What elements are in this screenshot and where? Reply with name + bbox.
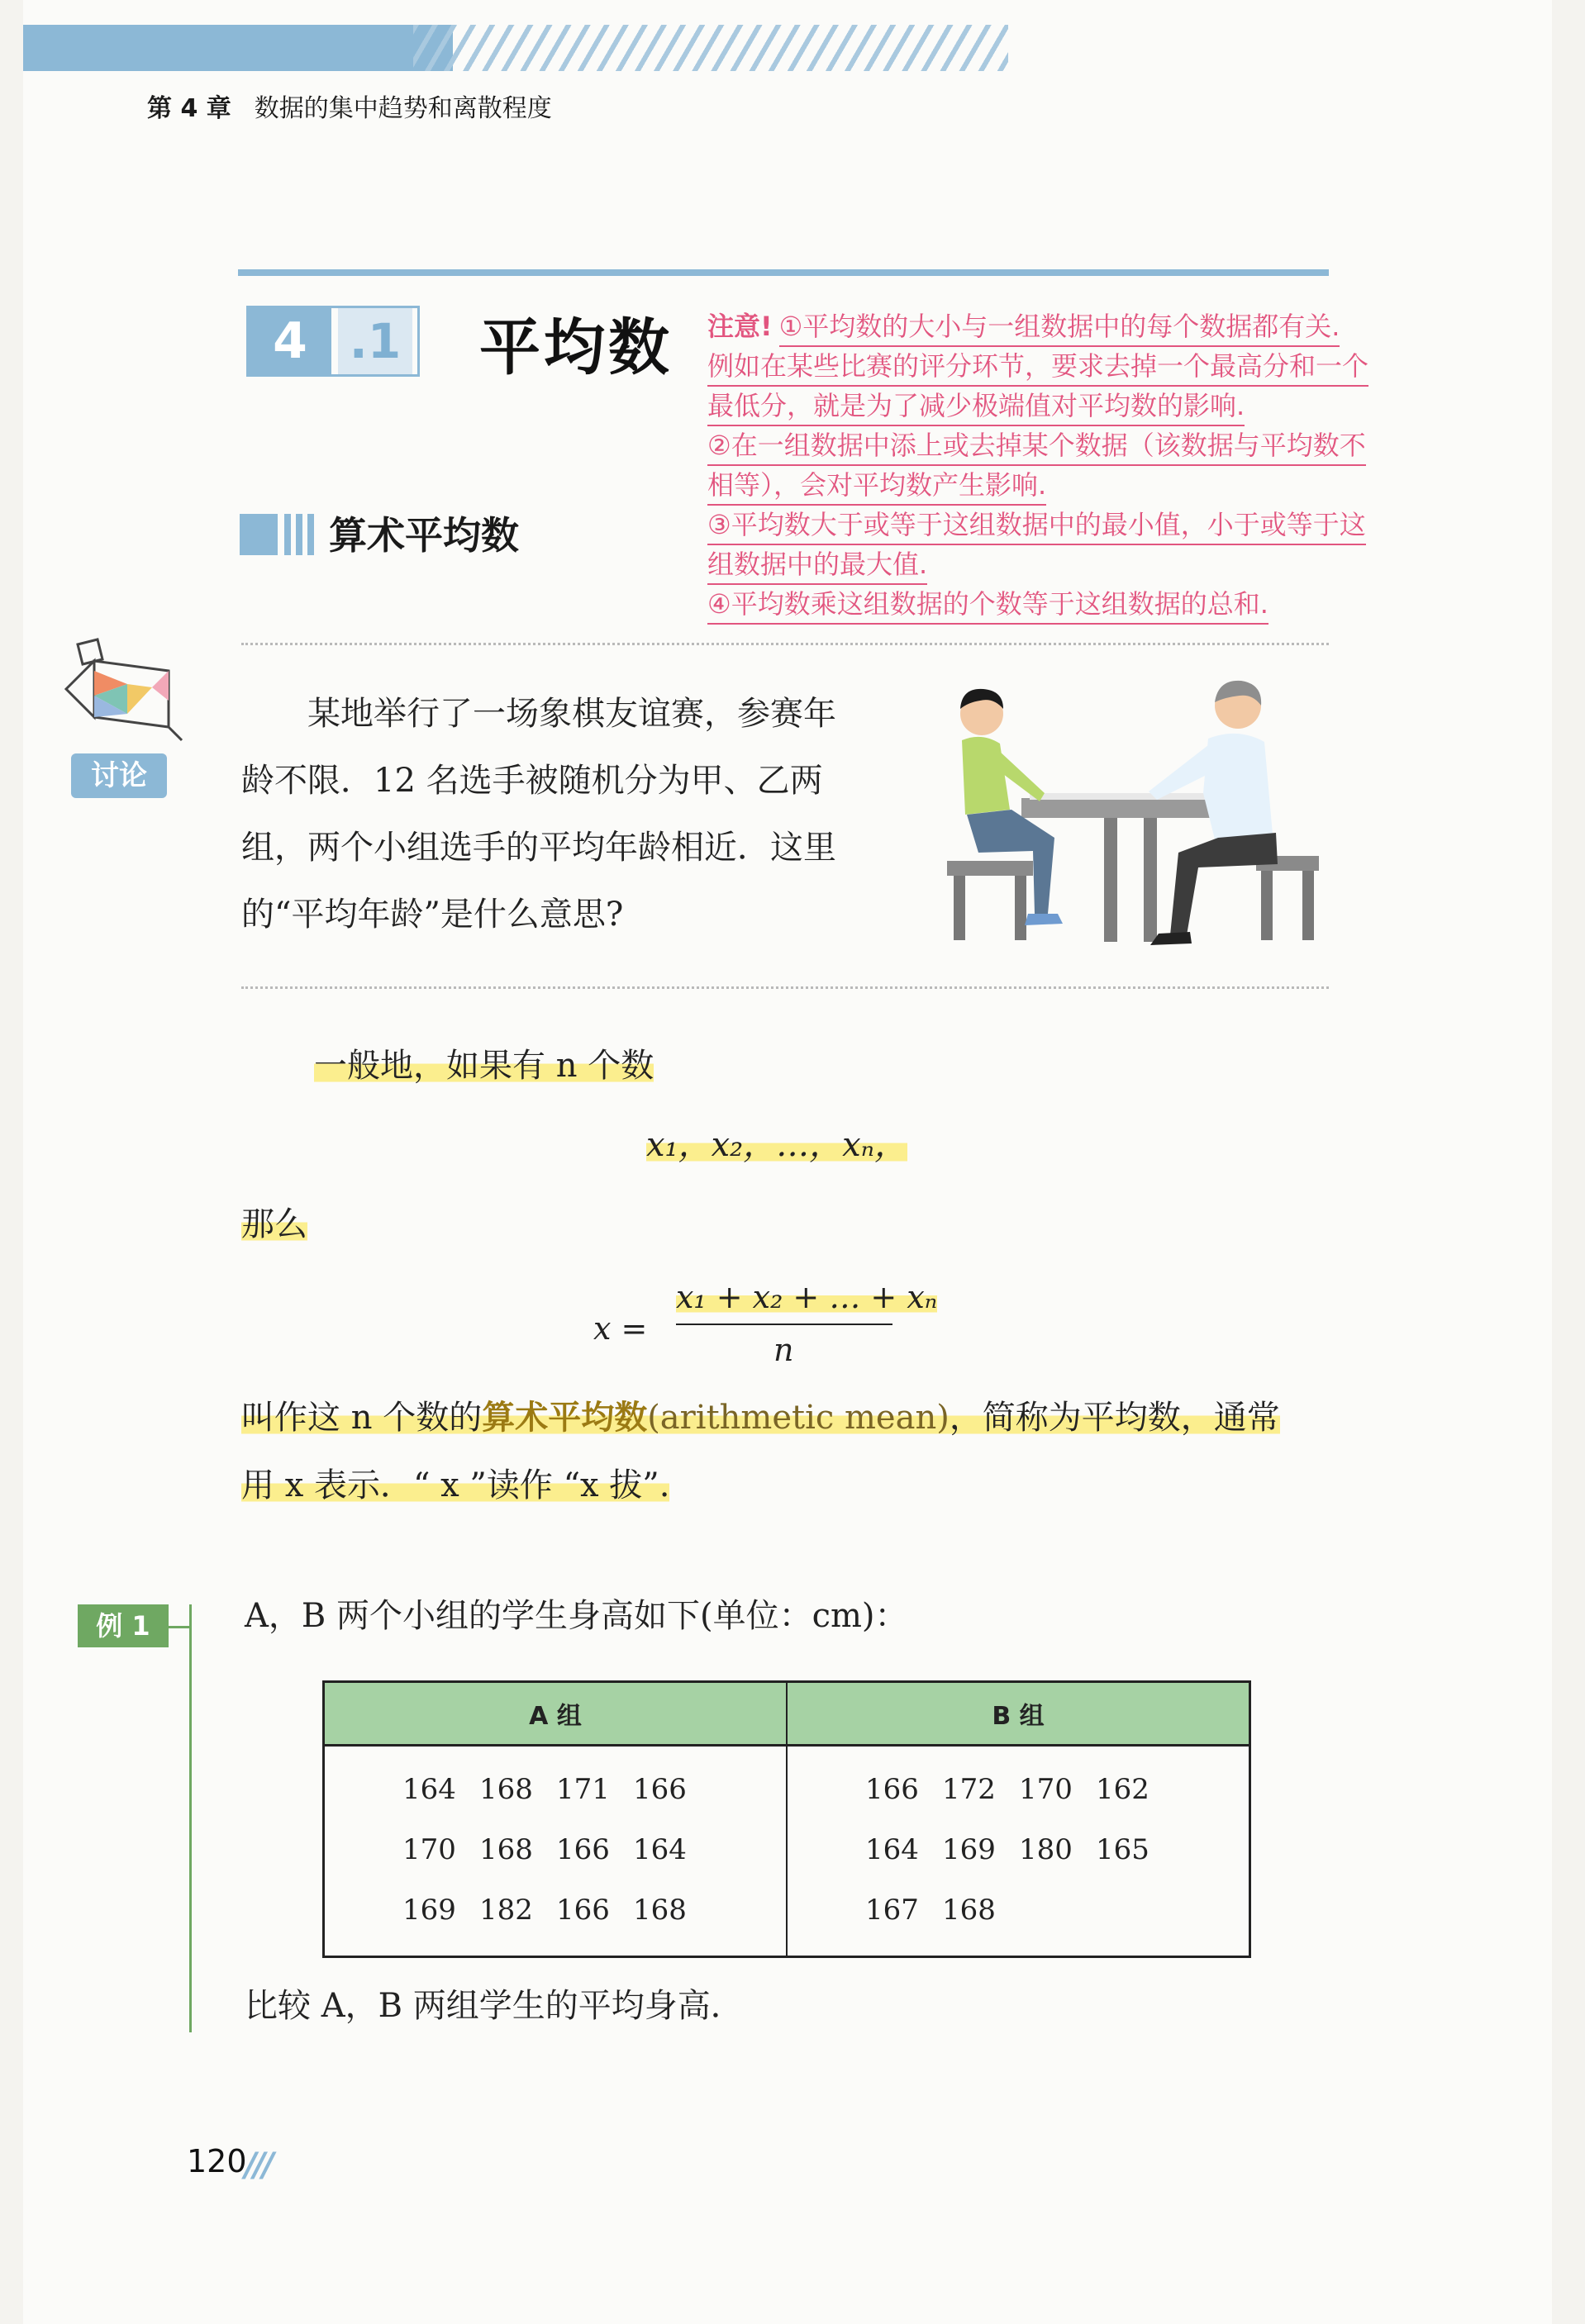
discussion-tag: 讨论	[71, 753, 167, 798]
table-row	[788, 1880, 1249, 1941]
table-row	[788, 1820, 1249, 1880]
group-b-cell	[787, 1746, 1250, 1957]
value: 169	[402, 1894, 456, 1927]
body-line-then-text: 那么	[241, 1205, 307, 1243]
chapter-number: 第 4 章	[147, 94, 231, 123]
subsection-title: 算术平均数	[329, 513, 519, 558]
value: 165	[1096, 1833, 1149, 1866]
definition-c: 用 x 表示．“ x ”读作 “x 拔”.	[241, 1466, 670, 1504]
example-tag: 例 1	[78, 1604, 169, 1647]
tangram-icon	[61, 638, 185, 745]
definition-b: ，简称为平均数，通常	[949, 1399, 1280, 1437]
value: 168	[633, 1894, 687, 1927]
section-rule	[238, 269, 1329, 276]
discussion-line: 龄不限．12 名选手被随机分为甲、乙两	[241, 762, 823, 800]
note-line: ③平均数大于或等于这组数据中的最小值，小于或等于这	[707, 506, 1366, 545]
value: 170	[1019, 1773, 1073, 1806]
formula-numerator: x₁ + x₂ + … + xₙ	[676, 1279, 938, 1315]
fraction-bar	[676, 1324, 892, 1325]
value: 172	[942, 1773, 996, 1806]
body-line-intro	[314, 1043, 654, 1089]
term-english: (arithmetic mean)	[647, 1399, 950, 1437]
value: 180	[1019, 1833, 1073, 1866]
formula-lhs: x =	[593, 1310, 648, 1347]
note-line: 最低分，就是为了减少极端值对平均数的影响.	[707, 387, 1245, 426]
definition-line-1	[241, 1395, 1280, 1441]
value: 166	[633, 1773, 687, 1806]
value: 168	[479, 1773, 533, 1806]
example-question: 比较 A，B 两组学生的平均身高．	[245, 1987, 744, 2025]
handwritten-note	[707, 307, 1468, 625]
value: 164	[633, 1833, 687, 1866]
value: 166	[865, 1773, 919, 1806]
section-number	[246, 306, 420, 377]
note-line: ②在一组数据中添上或去掉某个数据（该数据与平均数不	[707, 426, 1366, 466]
discussion-line: 的“平均年龄”是什么意思?	[241, 896, 624, 934]
page-number: 120	[187, 2143, 247, 2179]
note-line: 组数据中的最大值.	[707, 545, 927, 585]
definition-line-2	[241, 1462, 669, 1509]
divider-top	[241, 643, 1329, 645]
value: 169	[942, 1833, 996, 1866]
value: 182	[479, 1894, 533, 1927]
discussion-line: 组，两个小组选手的平均年龄相近．这里	[241, 829, 836, 867]
formula-denominator: n	[773, 1332, 794, 1368]
example-connector	[169, 1626, 190, 1628]
discussion-text	[241, 681, 927, 948]
height-table	[322, 1680, 1251, 1958]
note-tag: 注意!	[707, 311, 773, 342]
chapter-header	[147, 88, 552, 124]
note-line: ④平均数乘这组数据的个数等于这组数据的总和.	[707, 585, 1268, 625]
value: 164	[402, 1773, 456, 1806]
table-row	[788, 1760, 1249, 1820]
header-stripes	[413, 25, 1008, 71]
value: 166	[556, 1894, 610, 1927]
value: 171	[556, 1773, 610, 1806]
chapter-title: 数据的集中趋势和离散程度	[254, 94, 552, 123]
section-title: 平均数	[479, 312, 673, 383]
section-number-minor: .1	[338, 308, 412, 374]
note-line: 相等），会对平均数产生影响.	[707, 466, 1046, 506]
term-arithmetic-mean: 算术平均数	[482, 1399, 648, 1437]
table-header-b: B 组	[787, 1682, 1250, 1746]
section-number-major: 4	[249, 308, 331, 374]
discussion-line: 某地举行了一场象棋友谊赛，参赛年	[241, 695, 836, 733]
sequence-text: x₁，x₂，…，xₙ，	[646, 1126, 907, 1164]
body-line-then	[241, 1201, 307, 1248]
body-line-intro-text: 一般地，如果有 n 个数	[314, 1047, 654, 1085]
example-intro: A，B 两个小组的学生身高如下(单位：cm)：	[245, 1597, 908, 1635]
divider-bottom	[241, 986, 1329, 989]
table-header-a: A 组	[324, 1682, 788, 1746]
header-band	[23, 25, 453, 71]
value: 168	[479, 1833, 533, 1866]
value: 164	[865, 1833, 919, 1866]
chess-players-illustration	[942, 669, 1322, 950]
page-slash-icon: ///	[245, 2146, 271, 2184]
note-line: ①平均数的大小与一组数据中的每个数据都有关.	[779, 307, 1340, 347]
table-row	[325, 1880, 786, 1941]
value: 168	[942, 1894, 996, 1927]
table-row	[325, 1820, 786, 1880]
note-line: 例如在某些比赛的评分环节，要求去掉一个最高分和一个	[707, 347, 1368, 387]
value: 166	[556, 1833, 610, 1866]
value: 170	[402, 1833, 456, 1866]
example-rule	[189, 1604, 192, 2032]
value: 162	[1096, 1773, 1149, 1806]
table-row	[325, 1760, 786, 1820]
group-a-cell	[324, 1746, 788, 1957]
value: 167	[865, 1894, 919, 1927]
sequence	[646, 1122, 907, 1168]
definition-a: 叫作这 n 个数的	[241, 1399, 483, 1437]
